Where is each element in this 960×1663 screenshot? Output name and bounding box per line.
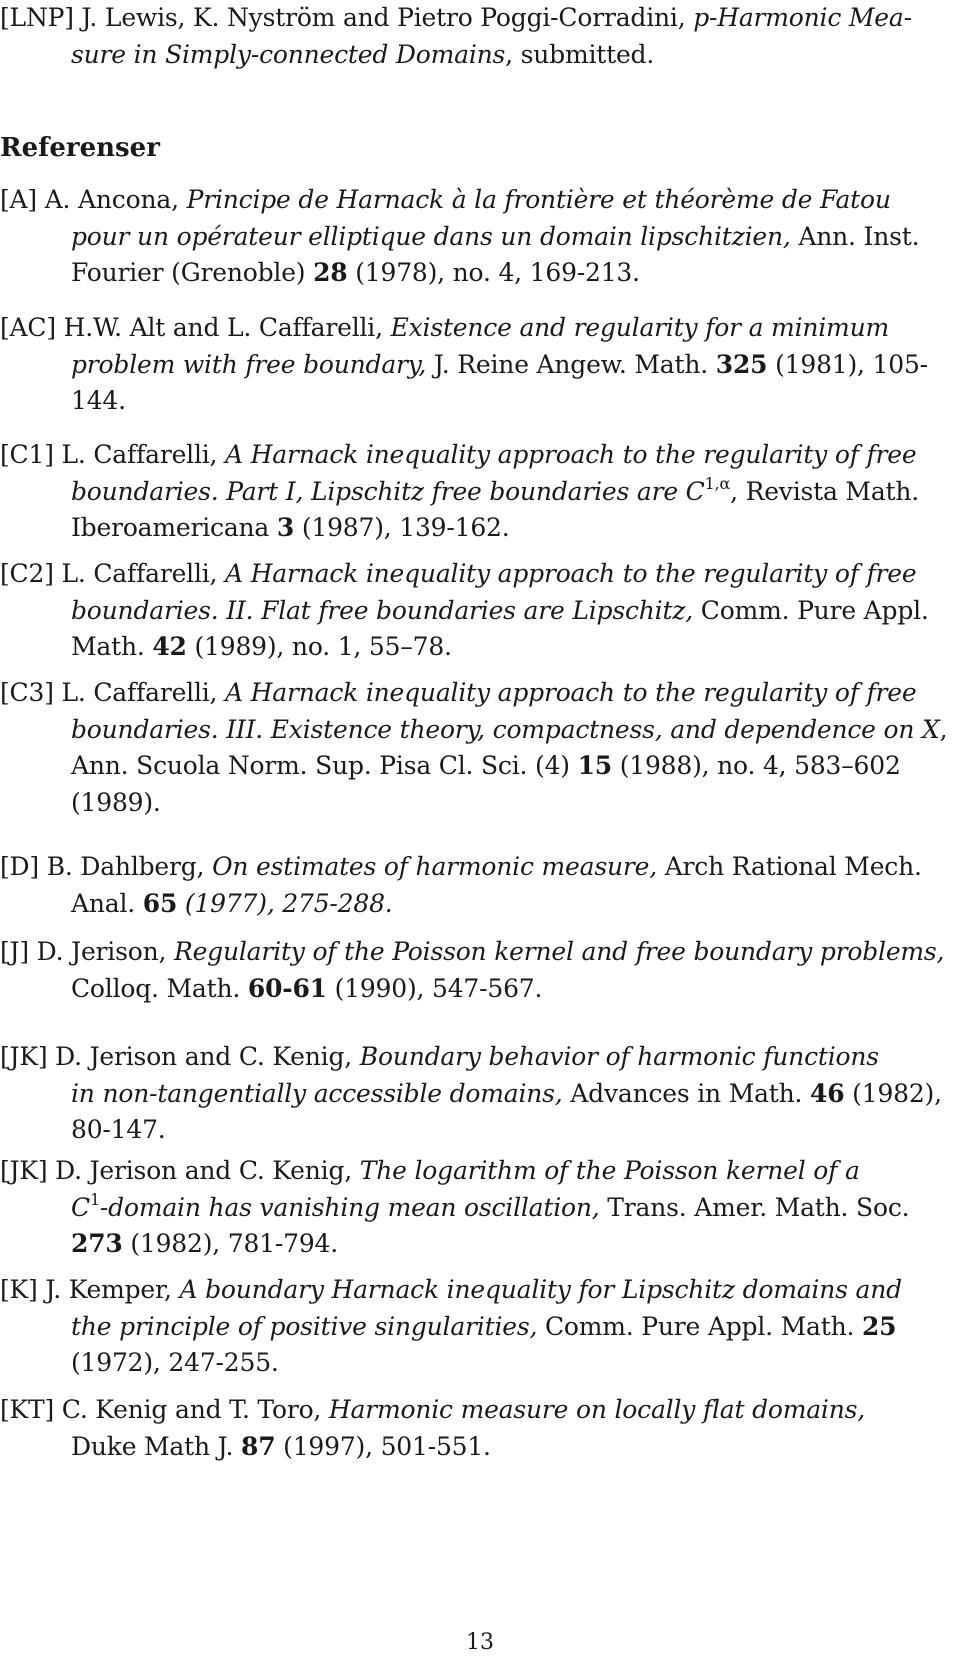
reference-text: 144.	[71, 386, 126, 415]
reference-line	[0, 1190, 940, 1227]
volume-number: 25	[861, 1311, 897, 1341]
reference-line	[0, 675, 940, 712]
volume-number: 60-61	[247, 973, 327, 1003]
reference-line	[0, 310, 940, 347]
reference-text: (1989), no. 1, 55–78.	[186, 632, 452, 661]
reference-line	[0, 1392, 940, 1429]
reference-text: Trans. Amer. Math. Soc.	[599, 1192, 910, 1222]
reference-title-text: Regularity of the Poisson kernel and free boundary problems,	[173, 937, 945, 966]
reference-title-text: A Harnack inequality approach to the regularity of free	[225, 559, 917, 588]
reference-text: , Revista Math.	[730, 476, 920, 506]
reference-text: Comm. Pure Appl. Math.	[537, 1311, 862, 1341]
reference-entry-kt	[0, 1392, 940, 1465]
volume-number: 3	[276, 513, 295, 542]
reference-text: (1997), 501-551.	[275, 1431, 491, 1461]
volume-number: 273	[71, 1229, 123, 1258]
reference-text: Comm. Pure Appl.	[693, 595, 929, 625]
reference-text: [C1] L. Caffarelli,	[0, 440, 226, 469]
reference-line	[0, 1226, 940, 1263]
superscript: 1	[89, 1189, 100, 1209]
reference-text: (1987), 139-162.	[294, 513, 510, 542]
reference-line	[0, 1153, 940, 1190]
reference-text: (1972), 247-255.	[71, 1348, 279, 1377]
reference-text: [C3] L. Caffarelli,	[0, 678, 226, 707]
reference-line	[0, 712, 948, 749]
reference-title-text: A boundary Harnack inequality for Lipschitz domains and	[179, 1275, 902, 1304]
reference-line	[0, 474, 940, 511]
reference-title-text: A Harnack inequality approach to the regularity of free	[225, 440, 917, 469]
reference-text: (1978), no. 4, 169-213.	[347, 258, 640, 287]
reference-text: (1982), 781-794.	[122, 1229, 338, 1258]
reference-entry-k	[0, 1272, 940, 1382]
volume-number: 87	[241, 1431, 276, 1461]
volume-number: 15	[577, 751, 612, 780]
reference-line	[0, 0, 940, 37]
reference-line	[0, 1345, 940, 1382]
reference-text: J. Reine Angew. Math.	[426, 349, 716, 379]
reference-line	[0, 383, 940, 420]
reference-title-text: Harmonic measure on locally flat domains,	[328, 1395, 866, 1424]
reference-entry-ac	[0, 310, 940, 420]
volume-number: 65	[142, 888, 178, 918]
reference-line	[0, 748, 940, 785]
reference-text: Iberoamericana	[71, 513, 277, 542]
superscript: 1,α	[704, 473, 731, 493]
reference-text: (1982),	[844, 1078, 942, 1108]
reference-entry-jk2	[0, 1153, 940, 1263]
reference-entry-j	[0, 934, 945, 1007]
reference-text: , submitted.	[505, 39, 655, 69]
reference-text: [JK] D. Jerison and C. Kenig,	[0, 1156, 360, 1185]
reference-line	[0, 1272, 940, 1309]
reference-line	[0, 37, 940, 74]
reference-text: Anal.	[71, 888, 143, 918]
reference-title-text: A Harnack inequality approach to the regularity of free	[225, 678, 917, 707]
reference-line	[0, 347, 940, 384]
reference-entry-c1	[0, 437, 940, 547]
reference-line	[0, 934, 945, 971]
reference-title-text: (1977), 275-288.	[177, 888, 393, 918]
volume-number: 325	[715, 349, 768, 379]
reference-text: Ann. Inst.	[790, 221, 920, 251]
reference-line	[0, 255, 940, 292]
reference-text: Advances in Math.	[562, 1078, 811, 1108]
reference-text: [JK] D. Jerison and C. Kenig,	[0, 1042, 360, 1071]
reference-entry-lnp	[0, 0, 940, 73]
reference-line	[0, 886, 940, 923]
reference-title-text: sure in Simply-connected Domains	[71, 39, 506, 69]
reference-title-text: Principe de Harnack à la frontière et théorème de Fatou	[186, 185, 891, 214]
reference-title-text: On estimates of harmonic measure,	[212, 852, 657, 881]
reference-text: (1981), 105-	[767, 349, 928, 379]
reference-entry-d	[0, 849, 940, 922]
reference-text: ,	[939, 714, 948, 744]
reference-title-text: C	[71, 1192, 90, 1222]
reference-title-text: pour un opérateur elliptique dans un domain lipschitzien,	[71, 221, 791, 251]
reference-text: Colloq. Math.	[71, 973, 248, 1003]
reference-line	[0, 219, 940, 256]
reference-title-text: the principle of positive singularities,	[71, 1311, 538, 1341]
volume-number: 42	[152, 632, 187, 661]
reference-line	[0, 182, 940, 219]
reference-text: (1988), no. 4, 583–602	[611, 751, 901, 780]
reference-line	[0, 629, 940, 666]
reference-text: [C2] L. Caffarelli,	[0, 559, 226, 588]
reference-title-text: Existence and regularity for a minimum	[390, 313, 889, 342]
reference-line	[0, 1112, 940, 1149]
reference-text: [D] B. Dahlberg,	[0, 852, 213, 881]
reference-text: Duke Math J.	[71, 1431, 242, 1461]
reference-line	[0, 437, 940, 474]
reference-text: Arch Rational Mech.	[656, 852, 922, 881]
reference-entry-a	[0, 182, 940, 292]
reference-title-text: -domain has vanishing mean oscillation,	[99, 1192, 600, 1222]
reference-text: Fourier (Grenoble)	[71, 258, 314, 287]
reference-text: (1989).	[71, 787, 161, 817]
reference-text: [KT] C. Kenig and T. Toro,	[0, 1395, 329, 1424]
reference-title-text: boundaries. II. Flat free boundaries are Lipschitz,	[71, 595, 694, 625]
reference-line	[0, 593, 940, 630]
reference-line	[0, 971, 940, 1008]
reference-text: (1990), 547-567.	[326, 973, 543, 1003]
reference-line	[0, 1309, 940, 1346]
reference-text: Math.	[71, 632, 153, 661]
reference-entry-c2	[0, 556, 940, 666]
reference-title-text: The logarithm of the Poisson kernel of a	[359, 1156, 860, 1185]
reference-line	[0, 510, 940, 547]
reference-entry-jk1	[0, 1039, 940, 1149]
page-number: 13	[466, 1630, 494, 1655]
reference-title-text: boundaries. Part I, Lipschitz free boundaries are C	[71, 476, 705, 506]
reference-title-text: p-Harmonic Mea-	[693, 3, 912, 32]
reference-line	[0, 785, 940, 822]
reference-text: [A] A. Ancona,	[0, 185, 187, 214]
volume-number: 28	[313, 258, 348, 287]
reference-title-text: boundaries. III. Existence theory, compactness, and dependence on X	[71, 714, 940, 744]
reference-text: [AC] H.W. Alt and L. Caffarelli,	[0, 313, 391, 342]
reference-line	[0, 1039, 940, 1076]
reference-text: 80-147.	[71, 1115, 166, 1144]
reference-text: [J] D. Jerison,	[0, 937, 174, 966]
reference-text: [LNP] J. Lewis, K. Nyström and Pietro Poggi-Corradini,	[0, 3, 694, 32]
reference-text: [K] J. Kemper,	[0, 1275, 180, 1304]
reference-title-text: problem with free boundary,	[71, 349, 427, 379]
volume-number: 46	[810, 1078, 845, 1108]
reference-text: Ann. Scuola Norm. Sup. Pisa Cl. Sci. (4)	[71, 751, 578, 780]
section-heading: Referenser	[0, 133, 160, 163]
reference-entry-c3	[0, 675, 948, 821]
reference-line	[0, 1429, 940, 1466]
reference-line	[0, 849, 940, 886]
reference-line	[0, 1076, 940, 1113]
reference-title-text: Boundary behavior of harmonic functions	[359, 1042, 879, 1071]
reference-title-text: in non-tangentially accessible domains,	[71, 1078, 563, 1108]
reference-line	[0, 556, 940, 593]
